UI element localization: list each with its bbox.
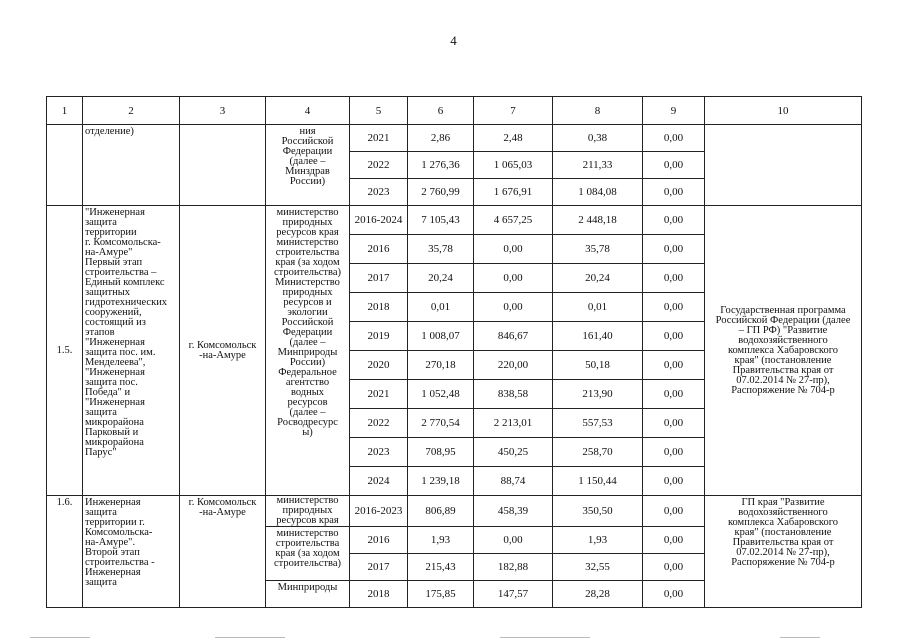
regional-cell: 1 150,44 — [553, 467, 643, 496]
year-cell: 2016 — [350, 527, 408, 554]
location-cell: г. Комсомольск -на-Амуре — [180, 206, 266, 496]
other-cell: 0,00 — [643, 264, 705, 293]
year-cell: 2016 — [350, 235, 408, 264]
other-cell: 0,00 — [643, 554, 705, 581]
organization-cell: ния Российской Федерации (далее – Минздрав России) — [266, 125, 350, 206]
other-cell: 0,00 — [643, 438, 705, 467]
total-cell: 1,93 — [408, 527, 474, 554]
regional-cell: 557,53 — [553, 409, 643, 438]
total-cell: 1 008,07 — [408, 322, 474, 351]
regional-cell: 1,93 — [553, 527, 643, 554]
year-cell: 2016-2023 — [350, 496, 408, 527]
location-cell — [180, 125, 266, 206]
year-cell: 2021 — [350, 380, 408, 409]
organization-cell: Минприроды — [266, 581, 350, 608]
federal-cell: 220,00 — [474, 351, 553, 380]
regional-cell: 213,90 — [553, 380, 643, 409]
federal-cell: 838,58 — [474, 380, 553, 409]
other-cell: 0,00 — [643, 322, 705, 351]
col-header: 2 — [83, 97, 180, 125]
other-cell: 0,00 — [643, 467, 705, 496]
year-cell: 2020 — [350, 351, 408, 380]
col-header: 9 — [643, 97, 705, 125]
regional-cell: 350,50 — [553, 496, 643, 527]
col-header: 5 — [350, 97, 408, 125]
col-header: 6 — [408, 97, 474, 125]
regional-cell: 20,24 — [553, 264, 643, 293]
scan-edge-marks — [0, 636, 907, 640]
other-cell: 0,00 — [643, 527, 705, 554]
col-header: 4 — [266, 97, 350, 125]
item-number-cell: 1.5. — [47, 206, 83, 496]
year-cell: 2019 — [350, 322, 408, 351]
federal-cell: 1 065,03 — [474, 152, 553, 179]
regional-cell: 50,18 — [553, 351, 643, 380]
item-number-cell — [47, 125, 83, 206]
header-row — [47, 97, 862, 125]
col-header: 7 — [474, 97, 553, 125]
total-cell: 2 770,54 — [408, 409, 474, 438]
year-cell: 2022 — [350, 409, 408, 438]
federal-cell: 0,00 — [474, 264, 553, 293]
total-cell: 1 052,48 — [408, 380, 474, 409]
federal-cell: 0,00 — [474, 527, 553, 554]
col-header: 3 — [180, 97, 266, 125]
federal-cell: 182,88 — [474, 554, 553, 581]
federal-cell: 4 657,25 — [474, 206, 553, 235]
total-cell: 35,78 — [408, 235, 474, 264]
other-cell: 0,00 — [643, 496, 705, 527]
total-cell: 708,95 — [408, 438, 474, 467]
federal-cell: 2 213,01 — [474, 409, 553, 438]
regional-cell: 2 448,18 — [553, 206, 643, 235]
basis-cell — [705, 125, 862, 206]
year-cell: 2017 — [350, 554, 408, 581]
project-name-cell: отделение) — [83, 125, 180, 206]
location-cell: г. Комсомольск -на-Амуре — [180, 496, 266, 608]
other-cell: 0,00 — [643, 152, 705, 179]
regional-cell: 161,40 — [553, 322, 643, 351]
federal-cell: 147,57 — [474, 581, 553, 608]
federal-cell: 458,39 — [474, 496, 553, 527]
federal-cell: 450,25 — [474, 438, 553, 467]
regional-cell: 32,55 — [553, 554, 643, 581]
federal-cell: 2,48 — [474, 125, 553, 152]
funding-table — [46, 96, 862, 608]
year-cell: 2022 — [350, 152, 408, 179]
other-cell: 0,00 — [643, 351, 705, 380]
year-cell: 2021 — [350, 125, 408, 152]
organization-cell: министерство природных ресурсов края министерство строительства края (за ходом строительства) Министерство природных ресурсов и экологии Российской Федерации (далее – Минприроды России) Федеральное агентство водных ресурсов (далее – Росводресурс ы) — [266, 206, 350, 496]
regional-cell: 258,70 — [553, 438, 643, 467]
total-cell: 2 760,99 — [408, 179, 474, 206]
table-row — [47, 496, 862, 527]
year-cell: 2023 — [350, 438, 408, 467]
total-cell: 20,24 — [408, 264, 474, 293]
year-cell: 2023 — [350, 179, 408, 206]
total-cell: 2,86 — [408, 125, 474, 152]
table-row — [47, 206, 862, 235]
year-cell: 2018 — [350, 581, 408, 608]
table-row — [47, 125, 862, 152]
total-cell: 175,85 — [408, 581, 474, 608]
col-header: 1 — [47, 97, 83, 125]
basis-cell: ГП края "Развитие водохозяйственного комплекса Хабаровского края" (постановление Правительства края от 07.02.2014 № 27-пр), Распоряжение № 704-р — [705, 496, 862, 608]
total-cell: 0,01 — [408, 293, 474, 322]
page-number: 4 — [450, 33, 457, 48]
col-header: 10 — [705, 97, 862, 125]
project-name-cell: Инженерная защита территории г. Комсомольска- на-Амуре". Второй этап строительства - Инженерная защита — [83, 496, 180, 608]
year-cell: 2018 — [350, 293, 408, 322]
col-header: 8 — [553, 97, 643, 125]
total-cell: 7 105,43 — [408, 206, 474, 235]
item-number-cell: 1.6. — [47, 496, 83, 608]
total-cell: 806,89 — [408, 496, 474, 527]
total-cell: 270,18 — [408, 351, 474, 380]
total-cell: 1 276,36 — [408, 152, 474, 179]
other-cell: 0,00 — [643, 235, 705, 264]
organization-cell: министерство природных ресурсов края — [266, 496, 350, 527]
regional-cell: 35,78 — [553, 235, 643, 264]
regional-cell: 1 084,08 — [553, 179, 643, 206]
other-cell: 0,00 — [643, 206, 705, 235]
other-cell: 0,00 — [643, 179, 705, 206]
project-name-cell: "Инженерная защита территории г. Комсомольска- на-Амуре" Первый этап строительства – Единый комплекс защитных гидротехнических сооружений, состоящий из этапов "Инженерная защита пос. им. Менделеева", "Инженерная защита пос. Победа" и "Инженерная защита микрорайона Парковый и микрорайона Парус" — [83, 206, 180, 496]
other-cell: 0,00 — [643, 293, 705, 322]
regional-cell: 211,33 — [553, 152, 643, 179]
other-cell: 0,00 — [643, 581, 705, 608]
other-cell: 0,00 — [643, 125, 705, 152]
year-cell: 2017 — [350, 264, 408, 293]
federal-cell: 0,00 — [474, 235, 553, 264]
total-cell: 1 239,18 — [408, 467, 474, 496]
federal-cell: 846,67 — [474, 322, 553, 351]
federal-cell: 0,00 — [474, 293, 553, 322]
federal-cell: 88,74 — [474, 467, 553, 496]
regional-cell: 0,38 — [553, 125, 643, 152]
year-cell: 2024 — [350, 467, 408, 496]
total-cell: 215,43 — [408, 554, 474, 581]
other-cell: 0,00 — [643, 380, 705, 409]
year-cell: 2016-2024 — [350, 206, 408, 235]
basis-cell: Государственная программа Российской Федерации (далее – ГП РФ) "Развитие водохозяйственного комплекса Хабаровского края" (постановление Правительства края от 07.02.2014 № 27-пр), Распоряжение № 704-р — [705, 206, 862, 496]
regional-cell: 28,28 — [553, 581, 643, 608]
other-cell: 0,00 — [643, 409, 705, 438]
regional-cell: 0,01 — [553, 293, 643, 322]
organization-cell: министерство строительства края (за ходом строительства) — [266, 527, 350, 581]
federal-cell: 1 676,91 — [474, 179, 553, 206]
